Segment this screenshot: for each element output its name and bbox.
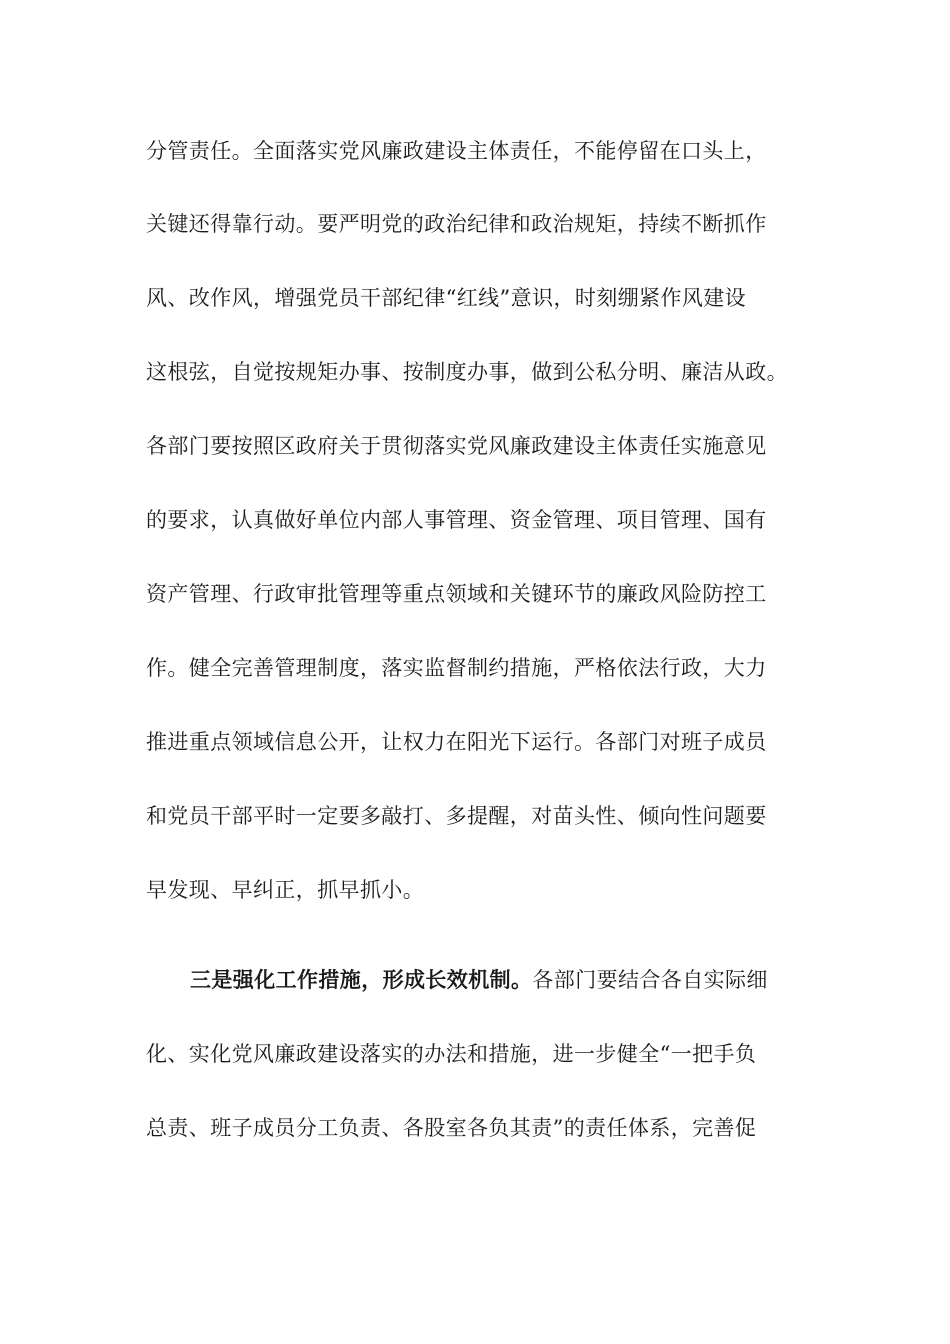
- paragraph-2-line-1: [190, 965, 768, 995]
- paragraph-1-line-6: 的要求，认真做好单位内部人事管理、资金管理、项目管理、国有: [146, 508, 767, 532]
- paragraph-1-line-5: 各部门要按照区政府关于贯彻落实党风廉政建设主体责任实施意见: [146, 434, 767, 458]
- paragraph-1-line-2: 关键还得靠行动。要严明党的政治纪律和政治规矩，持续不断抓作: [146, 212, 767, 236]
- paragraph-1-line-1: 分管责任。全面落实党风廉政建设主体责任，不能停留在口头上，: [146, 139, 767, 163]
- paragraph-1-line-9: 推进重点领域信息公开，让权力在阳光下运行。各部门对班子成员: [146, 730, 767, 754]
- paragraph-2-heading: 三是强化工作措施，形成长效机制。: [190, 967, 533, 992]
- paragraph-2-line-3: 总责、班子成员分工负责、各股室各负其责”的责任体系，完善促: [146, 1116, 757, 1140]
- paragraph-1-line-3: 风、改作风，增强党员干部纪律“红线”意识，时刻绷紧作风建设: [146, 286, 747, 310]
- paragraph-1-line-8: 作。健全完善管理制度，落实监督制约措施，严格依法行政，大力: [146, 656, 767, 680]
- paragraph-1-line-11: 早发现、早纠正，抓早抓小。: [146, 878, 425, 902]
- paragraph-1-line-4: 这根弦，自觉按规矩办事、按制度办事，做到公私分明、廉洁从政。: [146, 360, 788, 384]
- paragraph-1-line-10: 和党员干部平时一定要多敲打、多提醒，对苗头性、倾向性问题要: [146, 804, 767, 828]
- paragraph-2-first-line-rest: 各部门要结合各自实际细: [532, 968, 768, 992]
- paragraph-1-line-7: 资产管理、行政审批管理等重点领域和关键环节的廉政风险防控工: [146, 582, 767, 606]
- paragraph-2-line-2: 化、实化党风廉政建设落实的办法和措施，进一步健全“一把手负: [146, 1042, 757, 1066]
